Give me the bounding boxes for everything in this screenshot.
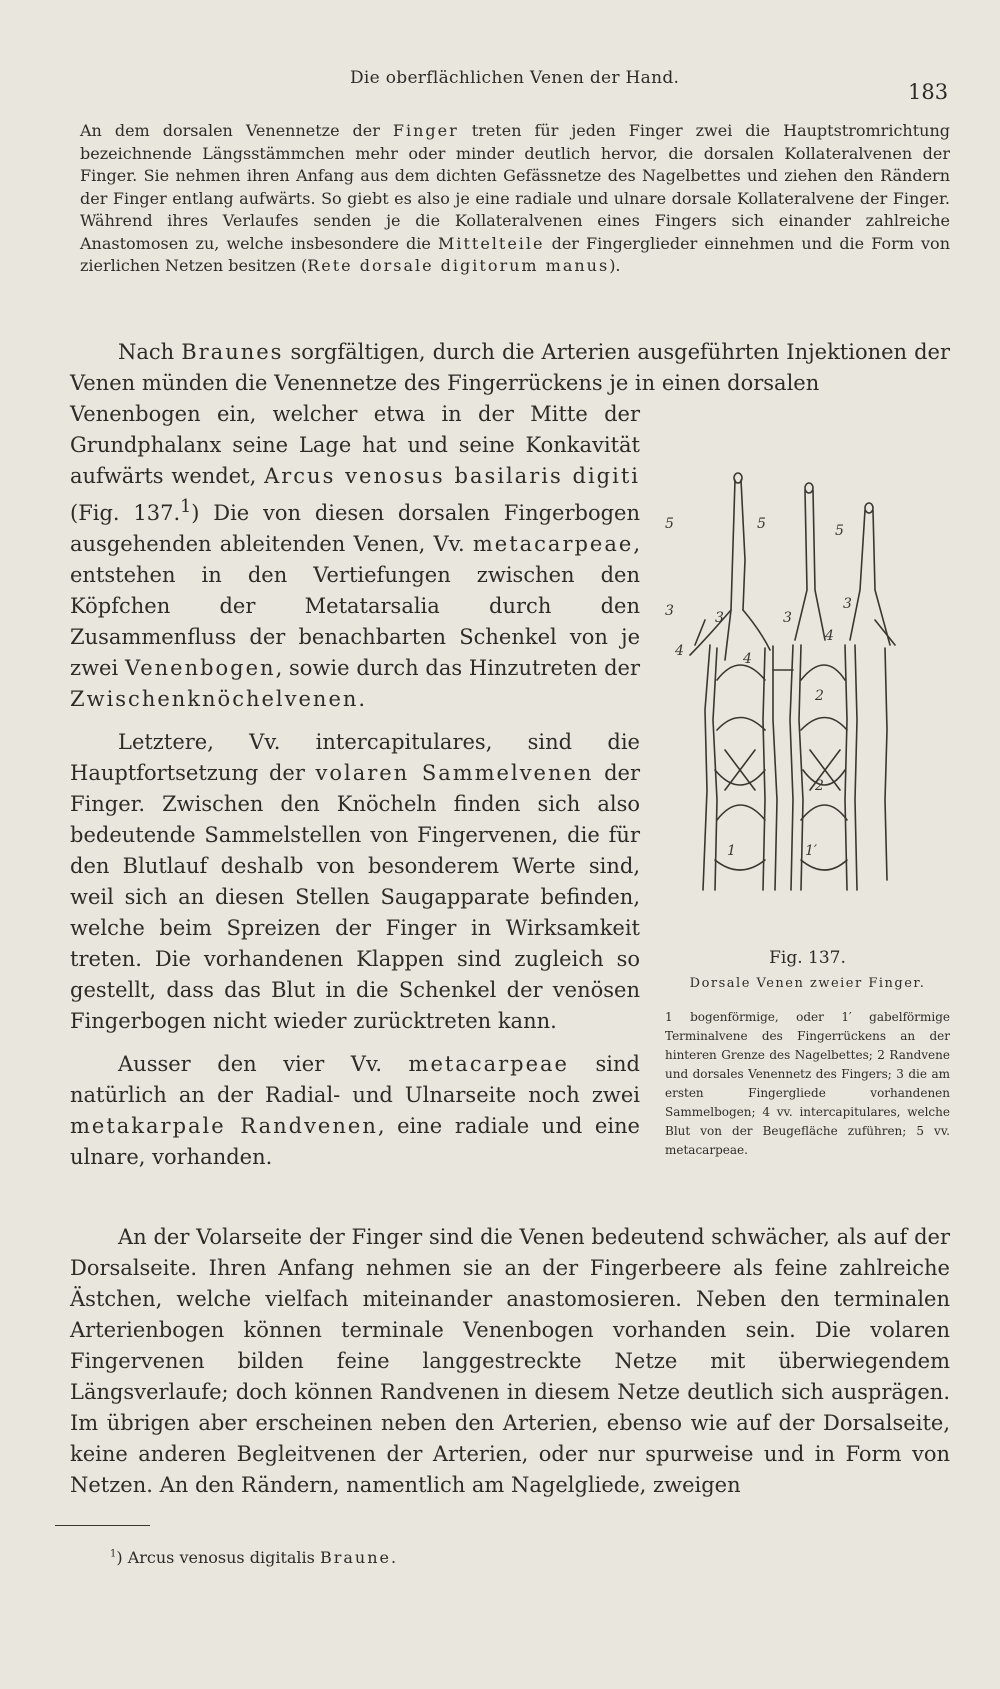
paragraph-3 bbox=[70, 1049, 640, 1173]
text-run: ). bbox=[609, 256, 621, 275]
text-run: . bbox=[358, 687, 366, 711]
figure-label: 3 bbox=[843, 596, 852, 612]
spaced-term: Braune bbox=[319, 1548, 391, 1567]
text-run: , sowie durch das Hinzutreten der bbox=[275, 656, 640, 680]
figure-label: 2 bbox=[815, 688, 824, 704]
figure-label: 4 bbox=[825, 628, 834, 644]
text-run: Venenbogen ein, welcher etwa in der Mitte der Grundphalanx seine Lage hat und seine Konkavität aufwärts wendet, bbox=[70, 402, 640, 488]
text-run: treten für jeden Finger zwei die Hauptstromrichtung bezeichnende Längsstämmchen mehr oder minder deutlich hervor, die dorsalen Kollateralvenen der Finger. Sie nehmen ihren Anfang aus dem dichten Gefässnetze des Nagelbettes und ziehen den Rändern der Finger entlang aufwärts. So giebt es also je eine radiale und ulnare dorsale Kollateralvene der Finger. Während ihres Verlaufes senden je die Kollateralvenen eines Fingers sich einander zahlreiche Anastomosen zu, welche insbesondere die bbox=[80, 121, 950, 253]
spaced-term: volaren Sammelvenen bbox=[315, 761, 594, 785]
text-run: sorgfältigen, durch die Arterien ausgeführten Injektionen der Venen münden die Venennetze des Fingerrückens je in einen dorsalen bbox=[70, 340, 950, 395]
figure-label: 2 bbox=[815, 778, 824, 794]
figure-label: 3 bbox=[665, 603, 674, 619]
spaced-term: Arcus venosus basilaris digiti bbox=[264, 464, 640, 488]
text-run: Letztere, Vv. intercapitulares, sind die Hauptfortsetzung der bbox=[70, 730, 640, 785]
figure-label: 4 bbox=[743, 651, 752, 667]
figure-caption: 1 bogenförmige, oder 1′ gabelförmige Terminalvene des Fingerrückens an der hinteren Grenze des Nagelbettes; 2 Randvene und dorsales Venennetz des Fingers; 3 die am ersten Fingergliede vorhandenen Sammelbogen; 4 vv. intercapitulares, welche Blut von der Beugefläche zuführen; 5 vv. metacarpeae. bbox=[665, 1010, 950, 1157]
figure-label: 1′ bbox=[805, 843, 818, 859]
spaced-term: Finger bbox=[392, 121, 459, 140]
vein-drawing bbox=[665, 470, 950, 910]
text-run: der Fingerglieder einnehmen und die Form von zierlichen Netzen besitzen ( bbox=[80, 233, 950, 275]
figure-label: 5 bbox=[757, 516, 766, 532]
text-run: Nach bbox=[118, 340, 182, 364]
figure-label: 5 bbox=[835, 523, 844, 539]
running-header bbox=[0, 62, 1000, 102]
spaced-term: Mittelteile bbox=[437, 233, 545, 253]
paragraph-1-body bbox=[70, 399, 640, 715]
spaced-term: metacarpeae bbox=[472, 532, 634, 556]
text-run: sind natürlich an der Radial- und Ulnarseite noch zwei bbox=[70, 1052, 640, 1107]
text-run: , eine radiale und eine ulnare, vorhanden. bbox=[70, 1114, 640, 1169]
figure-label: 4 bbox=[675, 643, 684, 659]
figure-title: Dorsale Venen zweier Finger. bbox=[689, 976, 926, 991]
figure-number: Fig. 137. bbox=[769, 948, 846, 968]
footnote bbox=[110, 1548, 396, 1567]
figure-label: 1 bbox=[727, 843, 736, 859]
text-run: An dem dorsalen Venennetze der bbox=[80, 121, 393, 140]
spaced-term: metakarpale Randvenen bbox=[70, 1114, 378, 1138]
figure-label: 3 bbox=[783, 610, 792, 626]
paragraph-1-lead bbox=[70, 337, 950, 399]
text-run: (Fig. 137. bbox=[70, 501, 181, 525]
header-title: Die oberflächlichen Venen der Hand. bbox=[350, 68, 680, 88]
text-run: ) Die von diesen dorsalen Fingerbogen ausgehenden ableitenden Venen, Vv. bbox=[70, 501, 640, 556]
spaced-term: metacarpeae bbox=[408, 1052, 569, 1076]
spaced-term: Braunes bbox=[181, 340, 284, 364]
text-run: , entstehen in den Vertiefungen zwischen den Köpfchen der Metatarsalia durch den Zusammenfluss der benachbarten Schenkel von je zwei bbox=[70, 532, 640, 680]
text-run: der Finger. Zwischen den Knöcheln finden sich also bedeutende Sammelstellen von Fingervenen, die für den Blutlauf deshalb von besonderem Werte sind, weil sich an diesen Stellen Saugapparate befinden, welche beim Spreizen der Finger in Wirksamkeit treten. Die vorhandenen Klappen sind zugleich so gestellt, dass das Blut in die Schenkel der venösen Fingerbogen nicht wieder zurücktreten kann. bbox=[70, 761, 640, 1033]
figure-label: 3 bbox=[715, 610, 724, 626]
paragraph-2 bbox=[70, 727, 640, 1037]
text-run: Ausser den vier Vv. bbox=[118, 1052, 409, 1076]
spaced-term: Venenbogen bbox=[124, 656, 276, 680]
spaced-term: Rete dorsale digitorum manus bbox=[307, 256, 610, 275]
text-run: ) Arcus venosus digitalis bbox=[116, 1548, 320, 1567]
footnote-divider bbox=[55, 1525, 150, 1526]
paragraph-small bbox=[80, 120, 950, 278]
vein-illustration bbox=[665, 470, 950, 910]
footnote-mark: 1 bbox=[180, 497, 192, 517]
figure-label: 5 bbox=[665, 516, 674, 532]
paragraph-4: An der Volarseite der Finger sind die Venen bedeutend schwächer, als auf der Dorsalseite. Ihren Anfang nehmen sie an der Fingerbeere als feine zahlreiche Ästchen, welche vielfach miteinander anastomosieren. Neben den terminalen Arterienbogen können terminale Venenbogen vorhanden sein. Die volaren Fingervenen bilden feine langgestreckte Netze mit überwiegendem Längsverlaufe; doch können Randvenen in diesem Netze deutlich sich ausprägen. Im übrigen aber erscheinen neben den Arterien, ebenso wie auf der Dorsalseite, keine anderen Begleitvenen der Arterien, oder nur spurweise und in Form von Netzen. An den Rändern, namentlich am Nagelgliede, zweigen bbox=[70, 1225, 950, 1497]
text-run: . bbox=[390, 1548, 397, 1567]
page-number: 183 bbox=[908, 80, 949, 104]
spaced-term: Zwischenknöchelvenen bbox=[70, 687, 359, 711]
footnote-mark: 1 bbox=[110, 1548, 117, 1560]
